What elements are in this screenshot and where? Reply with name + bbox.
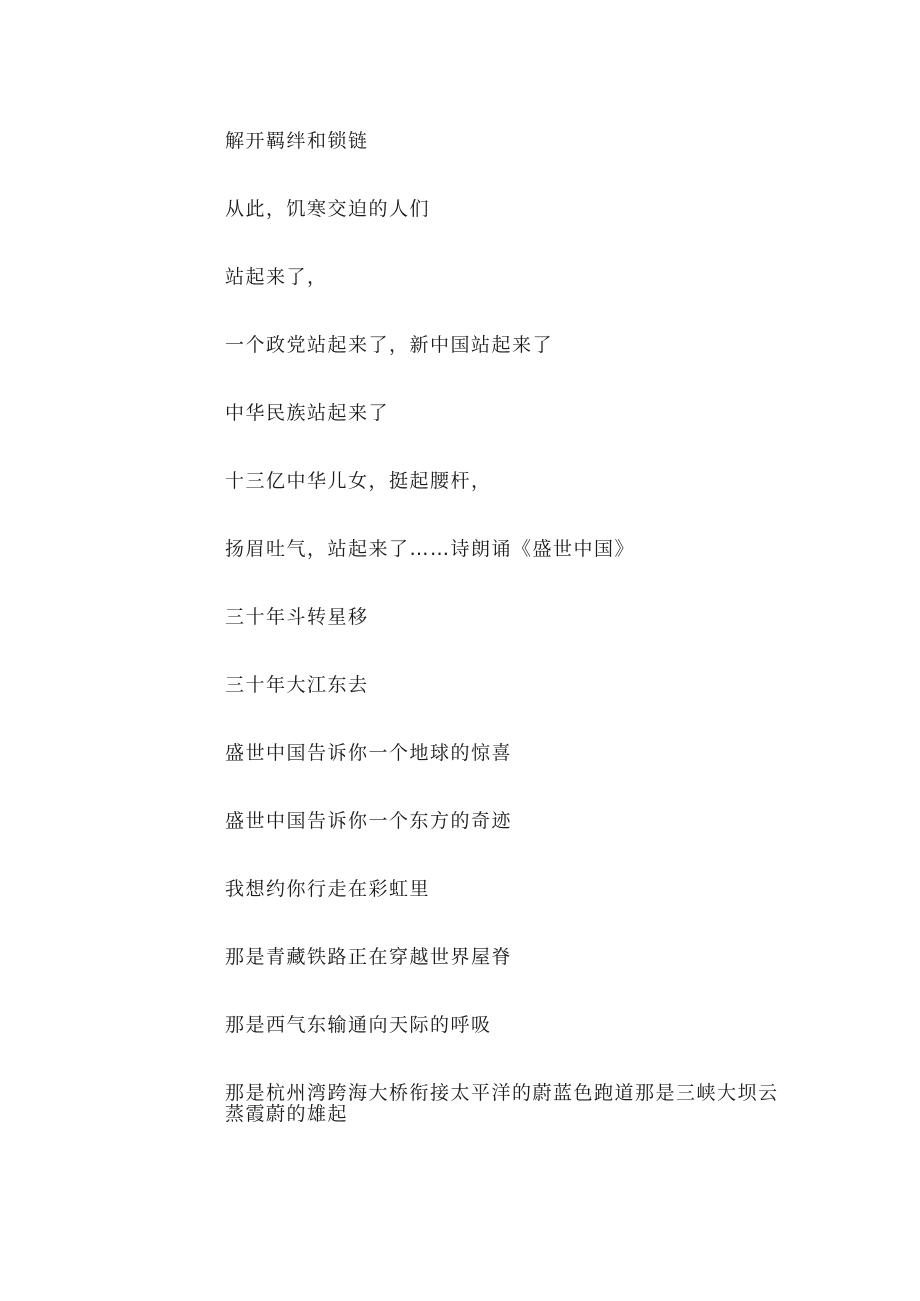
poem-line: 扬眉吐气，站起来了……诗朗诵《盛世中国》 [225, 538, 636, 560]
poem-line: 一个政党站起来了，新中国站起来了 [225, 334, 554, 356]
poem-line: 解开羁绊和锁链 [225, 130, 369, 152]
poem-line: 十三亿中华儿女，挺起腰杆， [225, 470, 492, 492]
poem-line: 盛世中国告诉你一个东方的奇迹 [225, 810, 513, 832]
poem-line: 中华民族站起来了 [225, 402, 390, 424]
poem-line: 三十年斗转星移 [225, 606, 369, 628]
poem-line: 那是青藏铁路正在穿越世界屋脊 [225, 946, 513, 968]
poem-line: 我想约你行走在彩虹里 [225, 878, 431, 900]
poem-line: 站起来了， [225, 266, 328, 288]
poem-line: 盛世中国告诉你一个地球的惊喜 [225, 742, 513, 764]
poem-line: 从此，饥寒交迫的人们 [225, 198, 431, 220]
poem-text [225, 131, 785, 1125]
poem-line: 那是杭州湾跨海大桥衔接太平洋的蔚蓝色跑道那是三峡大坝云蒸霞蔚的雄起 [225, 1082, 779, 1125]
poem-line: 三十年大江东去 [225, 674, 369, 696]
poem-line: 那是西气东输通向天际的呼吸 [225, 1014, 492, 1036]
